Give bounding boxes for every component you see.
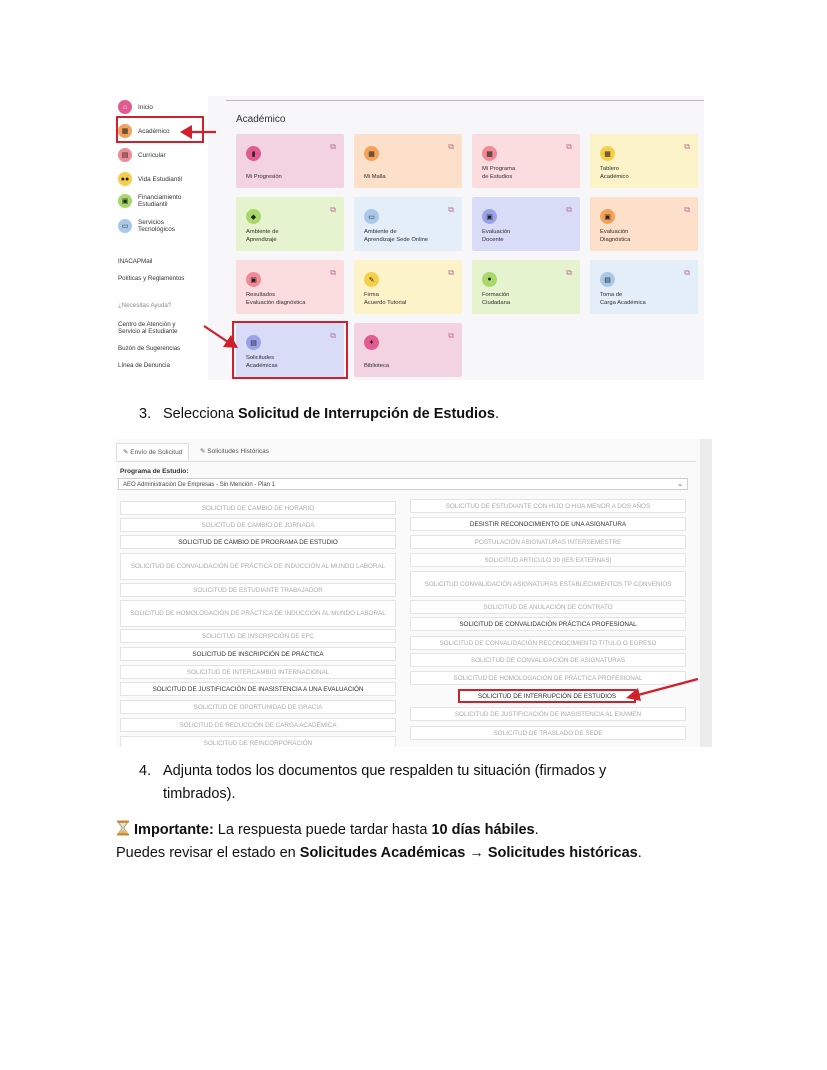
request-option[interactable]: SOLICITUD DE CONVALIDACIÓN RECONOCIMIENTO TITULO O EGRESO <box>410 636 686 650</box>
grid-icon: ▦ <box>118 124 132 138</box>
sidebar-link-denuncia[interactable]: Línea de Denuncia <box>118 362 170 369</box>
tile-icon: ● <box>482 272 497 287</box>
tile[interactable] <box>590 260 698 314</box>
tile-icon: ◆ <box>246 209 261 224</box>
request-option[interactable]: SOLICITUD DE HOMOLOGACIÓN DE PRÁCTICA PROFESIONAL <box>410 671 686 685</box>
request-option[interactable]: SOLICITUD DE INTERCAMBIO INTERNACIONAL <box>120 665 396 679</box>
tile[interactable] <box>472 197 580 251</box>
highlight-box <box>232 321 348 379</box>
tile-label: Tablero Académico <box>600 166 629 180</box>
request-option[interactable]: DESISTIR RECONOCIMIENTO DE UNA ASIGNATURA <box>410 517 686 531</box>
tile[interactable] <box>236 260 344 314</box>
section-title: Académico <box>236 114 286 125</box>
request-option[interactable]: SOLICITUD DE CAMBIO DE HORARIO <box>120 501 396 515</box>
tile[interactable] <box>472 260 580 314</box>
external-link-icon: ⧉ <box>448 205 454 214</box>
tab-bar <box>116 439 696 462</box>
request-option[interactable]: SOLICITUD ARTICULO 39 (IES EXTERNAS) <box>410 553 686 567</box>
tile-label: Mi Programa de Estudios <box>482 166 516 180</box>
tile-label: Biblioteca <box>364 363 390 369</box>
scrollbar[interactable] <box>700 439 712 747</box>
request-option[interactable]: SOLICITUD DE CONVALIDACIÓN DE ASIGNATURAS <box>410 653 686 667</box>
tile-icon: ✎ <box>364 272 379 287</box>
tile[interactable] <box>354 323 462 377</box>
program-value: AEO Administración De Empresas - Sin Mención - Plan 1 <box>123 482 276 488</box>
step-number: 3. <box>139 406 152 422</box>
home-icon: ⌂ <box>118 100 132 114</box>
external-link-icon: ⧉ <box>566 268 572 277</box>
external-link-icon: ⧉ <box>448 142 454 151</box>
tile[interactable] <box>354 197 462 251</box>
external-link-icon: ⧉ <box>448 268 454 277</box>
arrow-annotation <box>200 322 240 352</box>
external-link-icon: ⧉ <box>684 205 690 214</box>
step-punct: . <box>494 406 499 422</box>
request-option[interactable]: SOLICITUD DE CONVALIDACIÓN DE PRÁCTICA DE INDUCCIÓN AL MUNDO LABORAL <box>120 553 396 580</box>
external-link-icon: ⧉ <box>566 142 572 151</box>
sidebar-link-buzon[interactable]: Buzón de Sugerencias <box>118 345 181 352</box>
status-link-solicitudes: Solicitudes Académicas <box>299 845 466 861</box>
status-text: Puedes revisar el estado en <box>116 845 300 861</box>
step-number: 4. <box>139 763 152 779</box>
tile-label: Evaluación Diagnóstica <box>600 229 631 243</box>
step-4-continued: timbrados). <box>163 786 236 802</box>
tile-label: Mi Malla <box>364 174 386 180</box>
tile-icon: ▦ <box>364 146 379 161</box>
tile-label: Formación Ciudadana <box>482 292 511 306</box>
sidebar-item-label: Financiamiento Estudiantil <box>138 194 182 208</box>
step-3 <box>139 403 499 425</box>
status-link-historicas: Solicitudes históricas <box>487 845 638 861</box>
tile[interactable] <box>590 134 698 188</box>
divider <box>226 100 704 101</box>
tile-icon: ▣ <box>482 209 497 224</box>
external-link-icon: ⧉ <box>330 205 336 214</box>
sidebar-item-inicio[interactable] <box>118 100 153 114</box>
note-text: La respuesta puede tardar hasta <box>213 822 432 838</box>
request-option[interactable]: SOLICITUD DE ESTUDIANTE TRABAJADOR <box>120 583 396 597</box>
tile-label: Resultados Evaluación diagnóstica <box>246 292 306 306</box>
request-option[interactable]: SOLICITUD DE JUSTIFICACIÓN DE INASISTENCIA AL EXAMEN <box>410 707 686 721</box>
tile-icon: ▣ <box>246 272 261 287</box>
external-link-icon: ⧉ <box>330 331 336 340</box>
tab-envio-solicitud[interactable] <box>116 443 189 460</box>
request-option[interactable]: SOLICITUD DE CAMBIO DE PROGRAMA DE ESTUDIO <box>120 535 396 549</box>
tile-label: Ambiente de Aprendizaje Sede Online <box>364 229 429 243</box>
request-option[interactable]: SOLICITUD DE CONVALIDACIÓN PRÁCTICA PROFESIONAL <box>410 617 686 631</box>
request-option[interactable]: POSTULACIÓN ASIGNATURAS INTERSEMESTRE <box>410 535 686 549</box>
tile-label: Solicitudes Académicas <box>246 355 278 369</box>
request-option[interactable]: SOLICITUD DE JUSTIFICACIÓN DE INASISTENCIA A UNA EVALUACIÓN <box>120 682 396 696</box>
request-option[interactable]: SOLICITUD DE HOMOLOGACIÓN DE PRÁCTICA DE INDUCCIÓN AL MUNDO LABORAL <box>120 600 396 627</box>
chevron-down-icon: ⌄ <box>677 481 683 488</box>
history-icon: ✎ <box>200 448 208 455</box>
sidebar-link-politicas[interactable]: Políticas y Reglamentos <box>118 275 185 282</box>
arrow-annotation <box>178 122 218 142</box>
sidebar-item-label: Servicios Tecnológicos <box>138 219 175 233</box>
sidebar-item-label: Inicio <box>138 103 153 111</box>
tile[interactable] <box>472 134 580 188</box>
external-link-icon: ⧉ <box>566 205 572 214</box>
tile-icon: ♦ <box>364 335 379 350</box>
status-note <box>116 842 642 864</box>
sidebar-link-inacapmail[interactable]: INACAPMail <box>118 258 153 265</box>
arrow-annotation <box>624 676 700 704</box>
request-option[interactable]: SOLICITUD DE ANULACIÓN DE CONTRATO <box>410 600 686 614</box>
program-select[interactable] <box>118 478 688 490</box>
external-link-icon: ⧉ <box>684 268 690 277</box>
status-punct: . <box>637 845 642 861</box>
tile-label: Mi Progresión <box>246 174 282 180</box>
request-option[interactable]: SOLICITUD DE REDUCCIÓN DE CARGA ACADÉMICA <box>120 718 396 732</box>
tile-label: Firma Acuerdo Tutorial <box>364 292 407 306</box>
tab-label: Envío de Solicitud <box>130 449 183 456</box>
note-days: 10 días hábiles <box>431 822 535 838</box>
sidebar-item-vida-estudiantil[interactable] <box>118 172 182 186</box>
sidebar-item-label: Académico <box>138 127 170 135</box>
tile-icon: ▦ <box>600 146 615 161</box>
tile[interactable] <box>354 134 462 188</box>
request-option[interactable]: SOLICITUD DE OPORTUNIDAD DE GRACIA <box>120 700 396 714</box>
tile-icon: ▮ <box>246 146 261 161</box>
laptop-icon: ▭ <box>118 219 132 233</box>
tile[interactable] <box>236 134 344 188</box>
tab-solicitudes-historicas[interactable] <box>194 443 275 459</box>
tile[interactable] <box>354 260 462 314</box>
step-bold: Solicitud de Interrupción de Estudios <box>237 406 495 422</box>
tile-label: Toma de Carga Académica <box>600 292 646 306</box>
tile-icon: ▦ <box>482 146 497 161</box>
external-link-icon: ⧉ <box>330 268 336 277</box>
external-link-icon: ⧉ <box>448 331 454 340</box>
tile[interactable] <box>590 197 698 251</box>
sidebar-item-curricular[interactable] <box>118 148 166 162</box>
tab-label: Solicitudes Históricas <box>207 448 270 455</box>
tile-icon: ▣ <box>600 209 615 224</box>
help-heading: ¿Necesitas Ayuda? <box>118 302 172 309</box>
step-4 <box>139 760 606 782</box>
external-link-icon: ⧉ <box>330 142 336 151</box>
sidebar-link-centro-atencion[interactable]: Centro de Atención y Servicio al Estudiante <box>118 321 178 335</box>
request-option[interactable]: SOLICITUD DE ESTUDIANTE CON HIJO O HIJA MENOR A DOS AÑOS <box>410 499 686 513</box>
sidebar-item-label: Vida Estudiantil <box>138 175 182 183</box>
request-option[interactable]: SOLICITUD CONVALIDACIÓN ASIGNATURAS ESTABLECIMIENTOS TP CONVENIOS <box>410 571 686 597</box>
step-text: Selecciona <box>163 406 238 422</box>
arrow-right-icon: → <box>465 845 488 861</box>
note-label: Importante: <box>134 822 214 838</box>
tile-icon: ▤ <box>246 335 261 350</box>
wallet-icon: ▣ <box>118 194 132 208</box>
tile-label: Ambiente de Aprendizaje <box>246 229 279 243</box>
request-option[interactable]: SOLICITUD DE INSCRIPCIÓN DE PRÁCTICA <box>120 647 396 661</box>
program-label: Programa de Estudio: <box>120 468 189 475</box>
external-link-icon: ⧉ <box>684 142 690 151</box>
request-option[interactable]: SOLICITUD DE REINCORPORACIÓN <box>120 736 396 747</box>
send-icon: ✎ <box>123 449 131 456</box>
tile-icon: ▤ <box>600 272 615 287</box>
request-form-screenshot <box>116 439 712 747</box>
people-icon: ●● <box>118 172 132 186</box>
tile-icon: ▭ <box>364 209 379 224</box>
note-punct: . <box>534 822 539 838</box>
tile-label: Evaluación Docente <box>482 229 511 243</box>
request-option[interactable]: SOLICITUD DE CAMBIO DE JORNADA <box>120 518 396 532</box>
step-text: Adjunta todos los documentos que respalden tu situación (firmados y <box>163 763 607 779</box>
hourglass-icon <box>116 820 130 836</box>
request-option[interactable]: SOLICITUD DE INSCRIPCIÓN DE EFC <box>120 629 396 643</box>
request-option[interactable]: SOLICITUD DE INTERRUPCIÓN DE ESTUDIOS <box>458 689 636 703</box>
request-option[interactable]: SOLICITUD DE TRASLADO DE SEDE <box>410 726 686 740</box>
sidebar-item-label: Curricular <box>138 151 166 159</box>
important-note <box>116 819 539 841</box>
tile[interactable] <box>236 197 344 251</box>
sidebar-item-financiamiento[interactable] <box>118 194 181 208</box>
sidebar-item-servicios[interactable] <box>118 219 175 233</box>
document-icon: ▤ <box>118 148 132 162</box>
